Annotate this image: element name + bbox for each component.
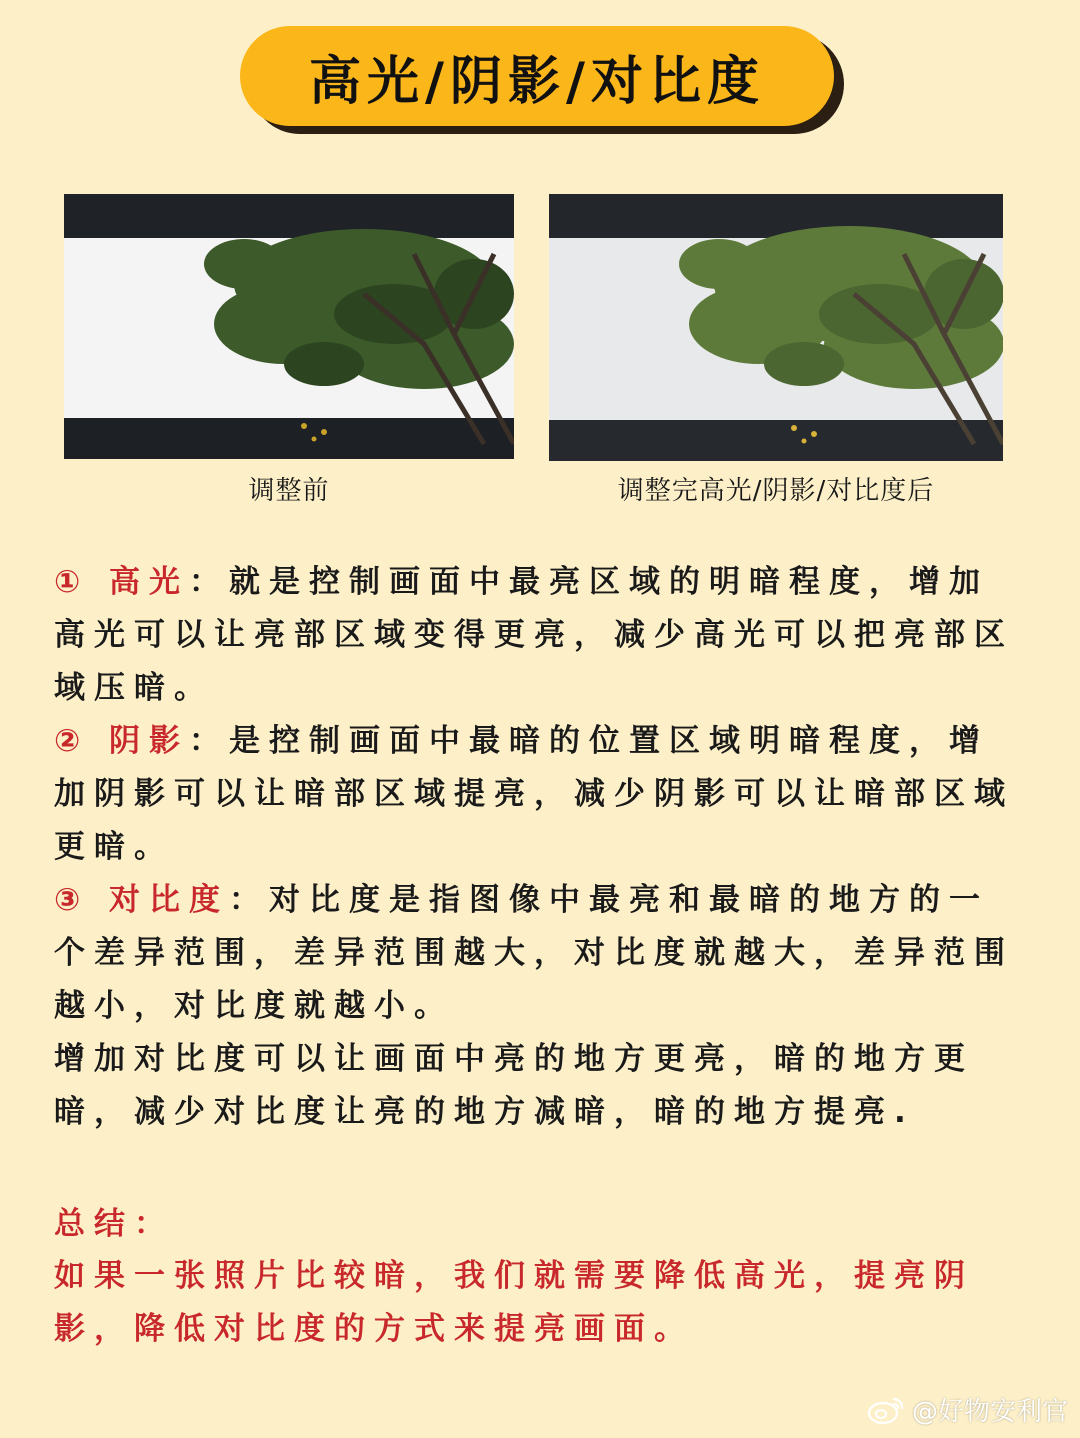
contrast-extra: 增加对比度可以让画面中亮的地方更亮，暗的地方更暗，减少对比度让亮的地方减暗，暗的地方提亮. (54, 1041, 974, 1130)
section-colon: ： (189, 564, 230, 600)
caption-after: 调整完高光/阴影/对比度后 (617, 476, 935, 506)
tree-photo-after (549, 194, 1003, 461)
photo-after (549, 194, 1003, 461)
title-pill (240, 26, 834, 126)
body-text (54, 556, 1014, 1139)
page-title: 高光/阴影/对比度 (309, 51, 765, 112)
section-label: ② 阴影 (54, 723, 190, 759)
section-shadow (54, 715, 1014, 874)
section-highlight (54, 556, 1014, 715)
watermark-text: @好物安利官 (911, 1397, 1068, 1427)
watermark (866, 1391, 1068, 1428)
caption-before: 调整前 (248, 476, 330, 506)
section-colon: ： (189, 723, 230, 759)
section-label: ③ 对比度 (54, 882, 230, 918)
section-contrast (54, 874, 1014, 1033)
section-text: 是控制画面中最暗的位置区域明暗程度，增加阴影可以让暗部区域提亮，减少阴影可以让暗部区域更暗。 (54, 723, 1014, 865)
tree-photo-before (64, 194, 514, 459)
section-text: 对比度是指图像中最亮和最暗的地方的一个差异范围，差异范围越大，对比度就越大，差异范围越小，对比度就越小。 (54, 882, 1014, 1024)
photo-before (64, 194, 514, 459)
summary-text: 如果一张照片比较暗，我们就需要降低高光，提亮阴影，降低对比度的方式来提亮画面。 (54, 1258, 974, 1347)
section-colon: ： (229, 882, 270, 918)
weibo-icon (866, 1395, 906, 1425)
section-label: ① 高光 (54, 564, 190, 600)
summary-title: 总结： (54, 1206, 174, 1242)
section-text: 就是控制画面中最亮区域的明暗程度，增加高光可以让亮部区域变得更亮，减少高光可以把亮部区域压暗。 (54, 564, 1014, 706)
